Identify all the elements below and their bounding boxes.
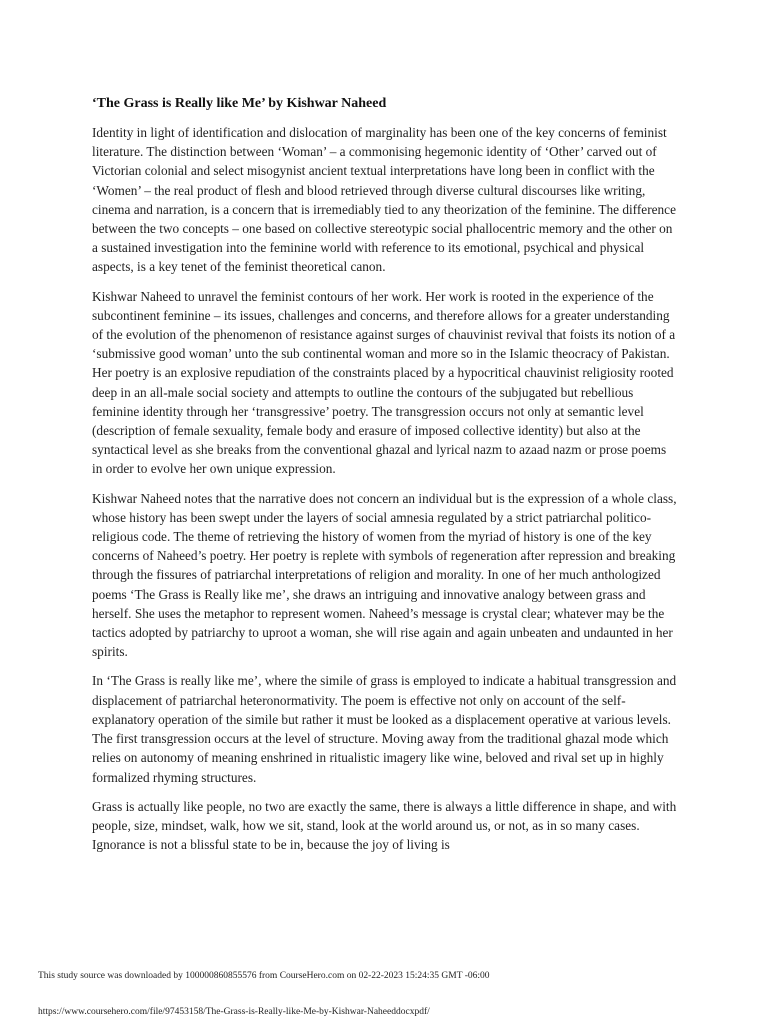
document-body [92,94,678,864]
download-notice: This study source was downloaded by 100000860855576 from CourseHero.com on 02-22-2023 15:24:35 GMT -06:00 [38,971,490,981]
paragraph-grass-people: Grass is actually like people, no two are exactly the same, there is always a little difference in shape, and with people, size, mindset, walk, how we sit, stand, look at the world around us, or not, as in so many cases. Ignorance is not a blissful state to be in, because the joy of living is [92,798,677,853]
paragraph-narrative-class: Kishwar Naheed notes that the narrative does not concern an individual but is the expression of a whole class, whose history has been swept under the layers of social amnesia regulated by a strict patriarchal politico-religious code. The theme of retrieving the history of women from the myriad of history is one of the key concerns of Naheed’s poetry. Her poetry is replete with symbols of regeneration after repression and breaking through the fissures of patriarchal interpretations of religion and morality. In one of her much anthologized poems ‘The Grass is Really like me’, she draws an intriguing and innovative analogy between grass and herself. She uses the metaphor to represent women. Naheed’s message is crystal clear; whatever may be the tactics adopted by patriarchy to uproot a woman, she will rise again and again unbeaten and undaunted in her spirits. [92,490,677,660]
document-title: ‘The Grass is Really like Me’ by Kishwar Naheed [92,96,387,111]
paragraph-identity: Identity in light of identification and dislocation of marginality has been one of the key concerns of feminist literature. The distinction between ‘Woman’ – a commonising hegemonic identity of ‘Other’ carved out of Victorian colonial and select misogynist ancient textual interpretations have long been in conflict with the ‘Women’ – the real product of flesh and blood retrieved through diverse cultural discourses like writing, cinema and narration, is a concern that is irremediably tied to any theorization of the feminine. The difference between the two concepts – one based on collective stereotypic social phallocentric memory and the other on a sustained investigation into the feminine world with reference to its emotional, psychical and physical aspects, is a key tenet of the feminist theoretical canon. [92,125,676,275]
source-url[interactable]: https://www.coursehero.com/file/97453158/The-Grass-is-Really-like-Me-by-Kishwar-Naheeddocxpdf/ [38,1007,430,1017]
paragraph-grass-simile: In ‘The Grass is really like me’, where the simile of grass is employed to indicate a habitual transgression and displacement of patriarchal heteronormativity. The poem is effective not only on account of the self-explanatory operation of the simile but rather it must be looked as a displacement operative at various levels. The first transgression occurs at the level of structure. Moving away from the traditional ghazal mode which relies on autonomy of meaning enshrined in ritualistic imagery like wine, beloved and rival set up in highly formalized rhyming structures. [92,673,677,785]
paragraph-feminist-contours: Kishwar Naheed to unravel the feminist contours of her work. Her work is rooted in the experience of the subcontinent feminine – its issues, challenges and concerns, and therefore allows for a greater understanding of the evolution of the phenomenon of resistance against surges of chauvinist revival that foists its notion of a ‘submissive good woman’ unto the sub continental woman and more so in the Islamic theocracy of Pakistan. Her poetry is an explosive repudiation of the constraints placed by a hypocritical chauvinist religiosity rooted deep in an all-male social society and attempts to outline the contours of the subjugated but rebellious feminine identity through her ‘transgressive’ poetry. The transgression occurs not only at semantic level (description of female sexuality, female body and erasure of imposed collective identity) but also at the syntactical level as she breaks from the conventional ghazal and lyrical nazm to azaad nazm or prose poems in order to evolve her own unique expression. [92,288,676,477]
